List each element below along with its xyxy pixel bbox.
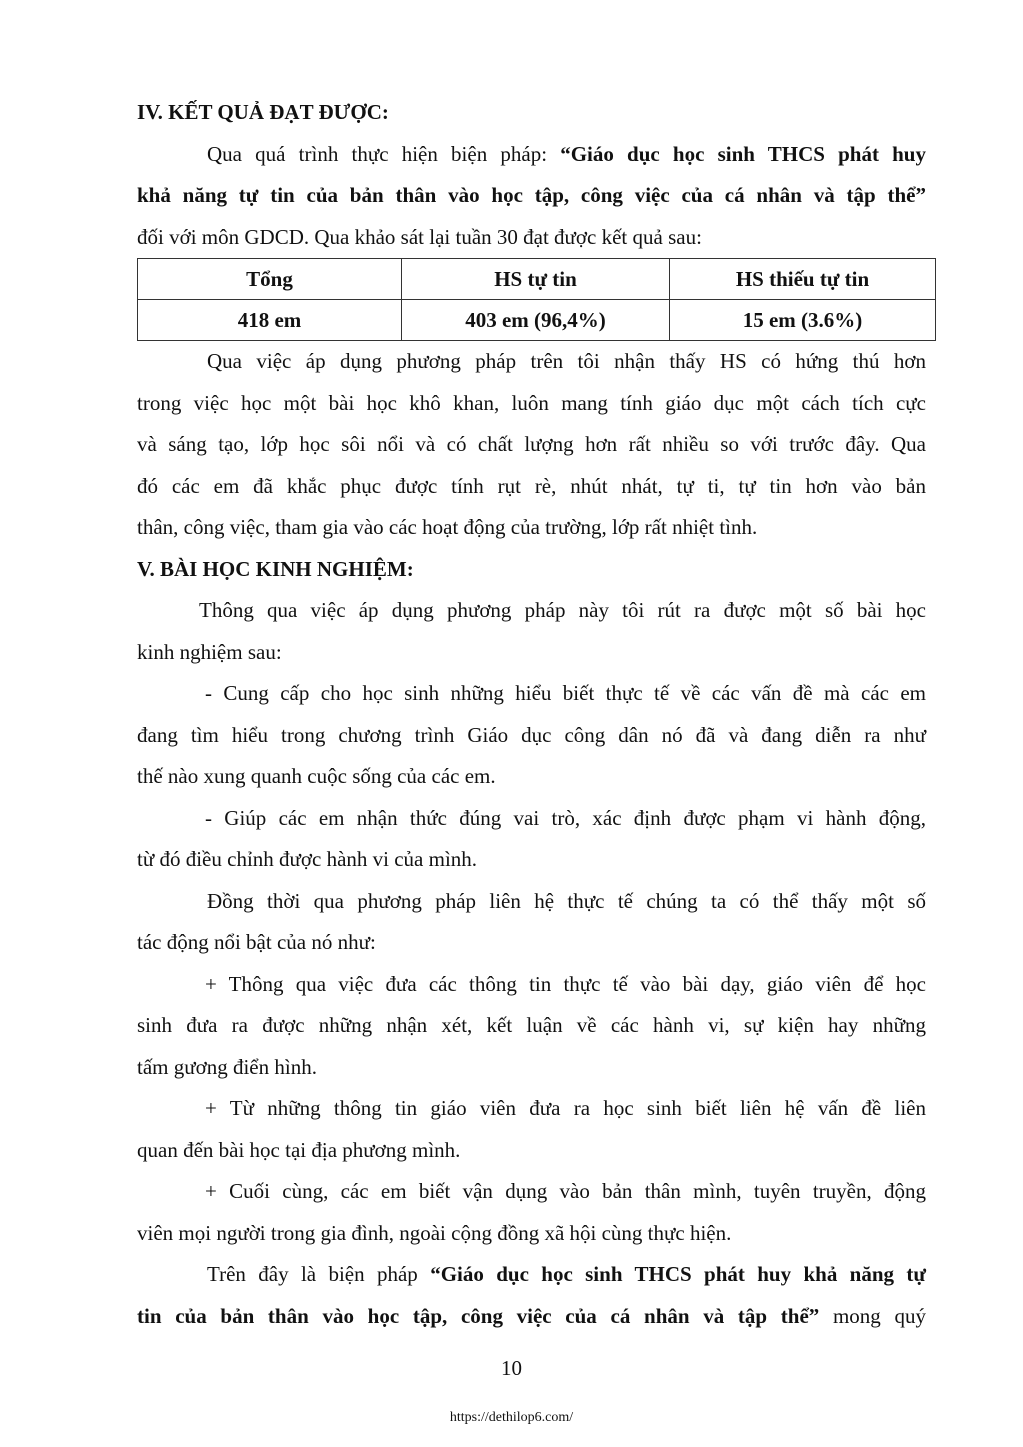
closing-line-2: [137, 1296, 926, 1338]
paragraph-line: Thông qua việc áp dụng phương pháp này tôi rút ra được một số bài học: [199, 598, 926, 622]
paragraph-line: Đồng thời qua phương pháp liên hệ thực tế chúng ta có thể thấy một số: [207, 888, 926, 913]
paragraph-line: + Từ những thông tin giáo viên đưa ra học sinh biết liên hệ vấn đề liên: [205, 1096, 926, 1120]
table-header-cell: Tổng: [138, 259, 402, 300]
results-intro-line-3: đối với môn GDCD. Qua khảo sát lại tuần 30 đạt được kết quả sau:: [137, 224, 702, 249]
paragraph-line: sinh đưa ra được những nhận xét, kết luận về các hành vi, sự kiện hay những: [137, 1013, 926, 1037]
closing-line-1: [137, 1254, 926, 1296]
page-number: 10: [501, 1356, 522, 1380]
table-cell: 15 em (3.6%): [670, 300, 936, 341]
closing-plain-text: Trên đây là biện pháp: [207, 1262, 431, 1286]
results-intro-line-2: [137, 175, 926, 217]
section-heading-lessons: V. BÀI HỌC KINH NGHIỆM:: [137, 556, 414, 581]
paragraph-line: kinh nghiệm sau:: [137, 639, 282, 664]
footer-url: https://dethilop6.com/: [449, 1410, 574, 1425]
paragraph-line: thân, công việc, tham gia vào các hoạt động của trường, lớp rất nhiệt tình.: [137, 515, 758, 539]
table-header-cell: HS tự tin: [402, 259, 670, 300]
paragraph-line: + Cuối cùng, các em biết vận dụng vào bản thân mình, tuyên truyền, động: [205, 1179, 926, 1203]
paragraph-line: Qua việc áp dụng phương pháp trên tôi nhận thấy HS có hứng thú hơn: [207, 349, 926, 373]
table-header-row: [138, 259, 936, 300]
results-intro-line-1: [137, 134, 926, 176]
paragraph-line: tác động nổi bật của nó như:: [137, 930, 376, 954]
results-table: [137, 258, 936, 341]
paragraph-line: đang tìm hiểu trong chương trình Giáo dục công dân nó đã và đang diễn ra như: [137, 722, 926, 747]
document-page: [137, 92, 926, 1337]
paragraph-line: viên mọi người trong gia đình, ngoài cộng đồng xã hội cùng thực hiện.: [137, 1220, 732, 1245]
paragraph-line: - Cung cấp cho học sinh những hiểu biết thực tế về các vấn đề mà các em: [205, 681, 926, 705]
table-row: [138, 300, 936, 341]
table-cell: 403 em (96,4%): [402, 300, 670, 341]
closing-plain-tail: mong quý: [819, 1303, 926, 1328]
paragraph-line: quan đến bài học tại địa phương mình.: [137, 1137, 461, 1162]
intro-bold-title: “Giáo dục học sinh THCS phát huy: [560, 141, 926, 166]
closing-bold-title-cont: tin của bản thân vào học tập, công việc của cá nhân và tập thể”: [137, 1303, 820, 1328]
paragraph-line: + Thông qua việc đưa các thông tin thực tế vào bài dạy, giáo viên để học: [205, 971, 926, 996]
section-heading-results: IV. KẾT QUẢ ĐẠT ĐƯỢC:: [137, 100, 389, 124]
table-cell: 418 em: [138, 300, 402, 341]
paragraph-line: trong việc học một bài học khô khan, luôn mang tính giáo dục một cách tích cực: [137, 390, 926, 415]
table-header-cell: HS thiếu tự tin: [670, 259, 936, 300]
paragraph-line: đó các em đã khắc phục được tính rụt rè, nhút nhát, tự ti, tự tin hơn vào bản: [137, 473, 926, 498]
paragraph-line: - Giúp các em nhận thức đúng vai trò, xác định được phạm vi hành động,: [205, 805, 926, 830]
paragraph-line: từ đó điều chỉnh được hành vi của mình.: [137, 847, 478, 871]
paragraph-line: thế nào xung quanh cuộc sống của các em.: [137, 764, 496, 788]
intro-plain-text: Qua quá trình thực hiện biện pháp:: [207, 141, 561, 166]
intro-bold-title-cont: khả năng tự tin của bản thân vào học tập, công việc của cá nhân và tập thể”: [137, 183, 926, 207]
paragraph-line: và sáng tạo, lớp học sôi nổi và có chất lượng hơn rất nhiều so với trước đây. Qua: [137, 432, 926, 456]
paragraph-line: tấm gương điển hình.: [137, 1054, 317, 1079]
closing-bold-title: “Giáo dục học sinh THCS phát huy khả năng tự: [430, 1262, 927, 1286]
